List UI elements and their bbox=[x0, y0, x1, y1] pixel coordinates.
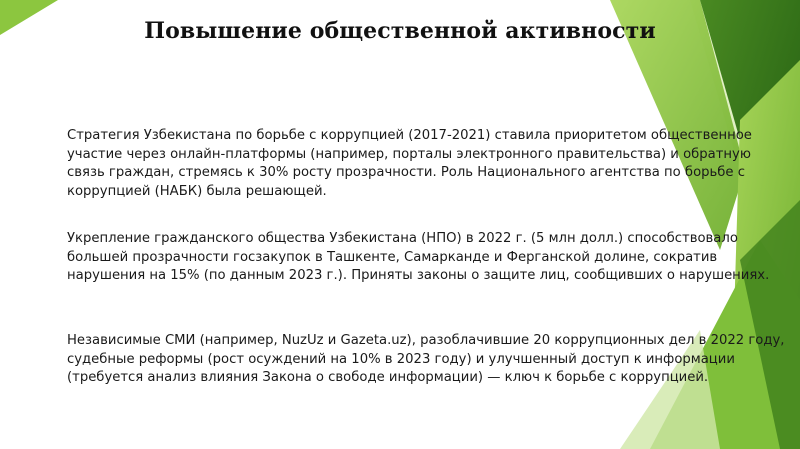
paragraph-anticorruption-strategy: Стратегия Узбекистана по борьбе с коррупцией (2017-2021) ставила приоритетом общественное участие через онлайн-платформы (например, порталы электронного правительства) и обратную связь граждан, стремясь к 30% росту прозрачности. Роль Национального агентства по борьбе с коррупцией (НАБК) была решающей. bbox=[67, 128, 752, 199]
paragraph-independent-media: Независимые СМИ (например, NuzUz и Gazeta.uz), разоблачившие 20 коррупционных дел в 2022 году, судебные реформы (рост осуждений на 10% в 2023 году) и улучшенный доступ к информации (требуется анализ влияния Закона о свободе информации) — ключ к борьбе с коррупцией. bbox=[67, 333, 785, 385]
slide-title: Повышение общественной активности bbox=[144, 18, 656, 44]
paragraph-civil-society: Укрепление гражданского общества Узбекистана (НПО) в 2022 г. (5 млн долл.) способствовало большей прозрачности госзакупок в Ташкенте, Самарканде и Ферганской долине, сократив нарушения на 15% (по данным 2023 г.). Приняты законы о защите лиц, сообщивших о нарушениях. bbox=[67, 231, 770, 283]
